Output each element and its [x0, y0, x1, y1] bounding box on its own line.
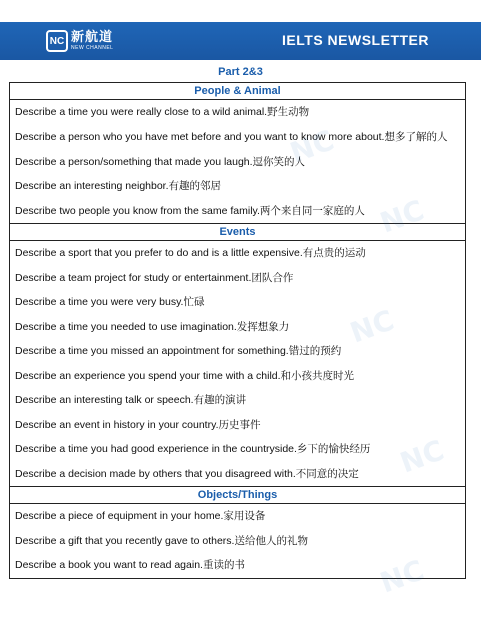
section-items-events [10, 241, 466, 487]
topic-item: Describe a decision made by others that you disagreed with.不同意的决定 [15, 467, 359, 480]
topic-item: Describe a time you needed to use imagination.发挥想象力 [15, 320, 290, 333]
section-title-events: Events [10, 224, 466, 241]
topic-item: Describe a time you had good experience in the countryside.乡下的愉快经历 [15, 443, 371, 455]
topic-item: Describe an interesting neighbor.有趣的邻居 [15, 180, 222, 192]
newsletter-header [0, 22, 481, 60]
topic-item: Describe a person/something that made you laugh.逗你笑的人 [15, 155, 306, 168]
topic-item: Describe two people you know from the same family.两个来自同一家庭的人 [15, 204, 365, 217]
logo-english-name: NEW CHANNEL [71, 45, 114, 51]
section-items-objects-things [10, 504, 466, 579]
topic-item: Describe a gift that you recently gave to others.送给他人的礼物 [15, 534, 308, 547]
watermark-logo: NC [395, 433, 449, 480]
topic-item: Describe a time you were very busy.忙碌 [15, 296, 205, 308]
topic-item: Describe an interesting talk or speech.有趣的演讲 [15, 394, 247, 406]
topic-item: Describe an event in history in your country.历史事件 [15, 418, 261, 431]
watermark-logo: NC [285, 123, 339, 170]
brand-logo [46, 26, 113, 56]
section-items-people-animal [10, 100, 466, 224]
topic-item: Describe a time you missed an appointment for something.错过的预约 [15, 345, 342, 357]
topic-item: Describe a piece of equipment in your home.家用设备 [15, 510, 266, 522]
watermark-logo: NC [345, 303, 399, 350]
logo-chinese-name: 新航道 [71, 30, 114, 45]
watermark-logo: NC [375, 553, 429, 600]
part-label: Part 2&3 [218, 66, 263, 78]
watermark-logo: NC [375, 193, 429, 240]
topic-item: Describe an experience you spend your time with a child.和小孩共度时光 [15, 369, 355, 382]
section-title-objects-things: Objects/Things [10, 487, 466, 504]
topics-table [9, 82, 466, 579]
newsletter-title: IELTS NEWSLETTER [282, 32, 429, 48]
topic-item: Describe a person who you have met before and you want to know more about.想多了解的人 [15, 130, 448, 143]
section-title-people-animal: People & Animal [10, 83, 466, 100]
topic-item: Describe a time you were really close to a wild animal.野生动物 [15, 106, 310, 118]
topic-item: Describe a team project for study or entertainment.团队合作 [15, 271, 294, 284]
logo-mark-icon: NC [46, 30, 68, 52]
topic-item: Describe a book you want to read again.重读的书 [15, 559, 245, 571]
topic-item: Describe a sport that you prefer to do and is a little expensive.有点贵的运动 [15, 247, 366, 259]
